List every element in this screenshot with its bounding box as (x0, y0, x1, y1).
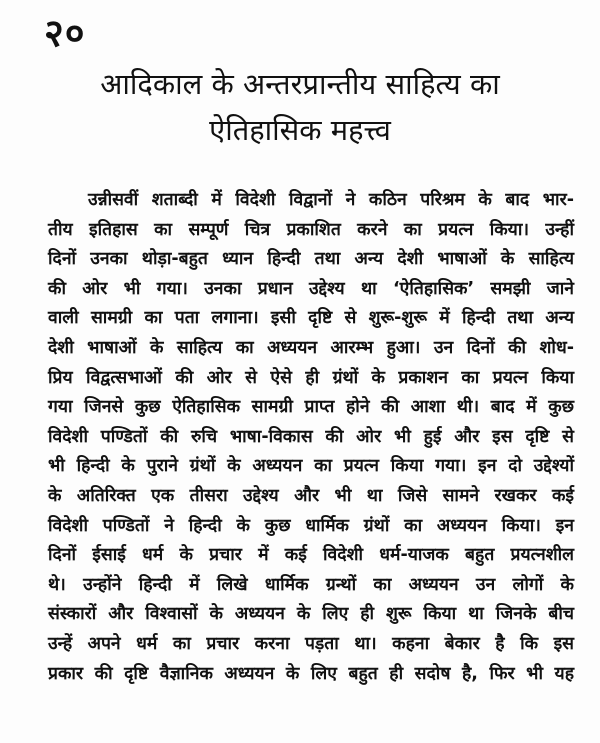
text-line: संस्कारों और विश्वासों के अध्ययन के लिए ही शुरू किया था जिनके बीच (48, 604, 574, 625)
text-line: गया जिनसे कुछ ऐतिहासिक सामग्री प्राप्त होने की आशा थी। बाद में कुछ (48, 397, 574, 418)
text-line: तीय इतिहास का सम्पूर्ण चित्र प्रकाशित करने का प्रयत्न किया। उन्हीं (48, 219, 574, 240)
chapter-title-line-1: आदिकाल के अन्तरप्रान्तीय साहित्य का (100, 67, 500, 101)
text-line: के अतिरिक्त एक तीसरा उद्देश्य और भी था जिसे सामने रखकर कई (48, 485, 574, 506)
text-line: विदेशी पण्डितों की रुचि भाषा-विकास की ओर भी हुई और इस दृष्टि से (48, 426, 574, 447)
chapter-number: २० (44, 11, 86, 55)
body-paragraph (48, 186, 574, 689)
text-line: प्रकार की दृष्टि वैज्ञानिक अध्ययन के लिए बहुत ही सदोष है, फिर भी यह (48, 663, 574, 684)
text-line: उन्हें अपने धर्म का प्रचार करना पड़ता था। कहना बेकार है कि इस (48, 633, 574, 654)
text-line: दिनों उनका थोड़ा-बहुत ध्यान हिन्दी तथा अन्य देशी भाषाओं के साहित्य (48, 249, 574, 270)
chapter-title-line-2: ऐतिहासिक महत्त्व (209, 113, 391, 147)
text-line: दिनों ईसाई धर्म के प्रचार में कई विदेशी धर्म-याजक बहुत प्रयत्नशील (48, 545, 574, 566)
text-line: प्रिय विद्वत्सभाओं की ओर से ऐसे ही ग्रंथों के प्रकाशन का प्रयत्न किया (48, 367, 574, 388)
text-line: की ओर भी गया। उनका प्रधान उद्देश्य था ‘ऐतिहासिक’ समझी जाने (48, 278, 574, 299)
text-line: थे। उन्होंने हिन्दी में लिखे धार्मिक ग्रन्थों का अध्ययन उन लोगों के (48, 574, 574, 595)
text-line: उन्नीसवीं शताब्दी में विदेशी विद्वानों ने कठिन परिश्रम के बाद भार- (88, 190, 574, 210)
text-line: विदेशी पण्डितों ने हिन्दी के कुछ धार्मिक ग्रंथों का अध्ययन किया। इन (48, 515, 574, 536)
text-line: भी हिन्दी के पुराने ग्रंथों के अध्ययन का प्रयत्न किया गया। इन दो उद्देश्यों (48, 456, 574, 477)
text-line: वाली सामग्री का पता लगाना। इसी दृष्टि से शुरू-शुरू में हिन्दी तथा अन्य (48, 308, 574, 329)
text-line: देशी भाषाओं के साहित्य का अध्ययन आरम्भ हुआ। उन दिनों की शोध- (48, 337, 574, 358)
